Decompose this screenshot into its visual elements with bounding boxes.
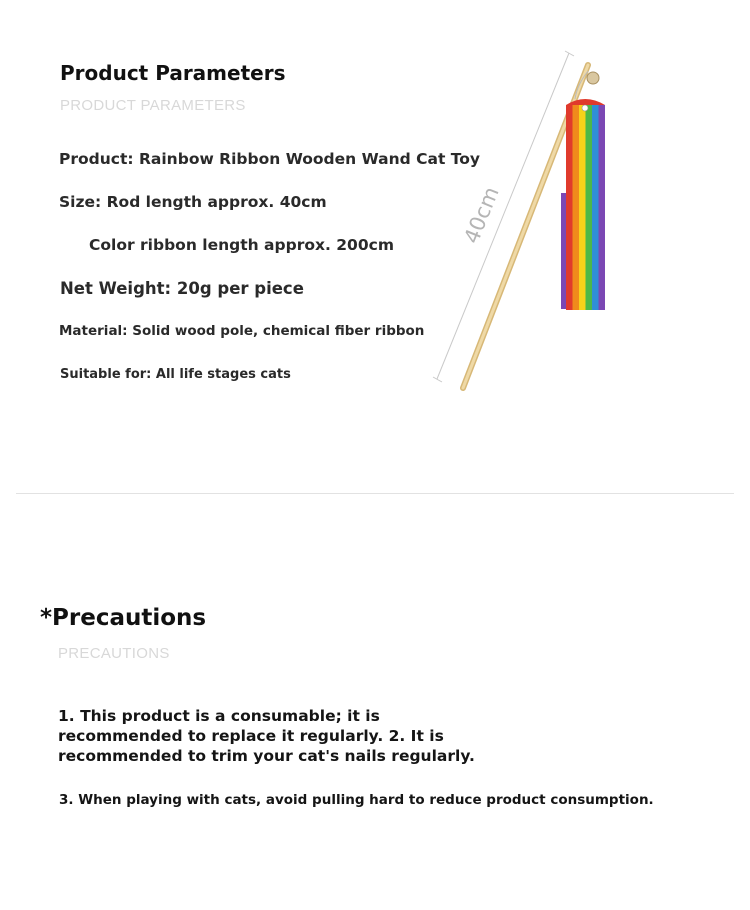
precaution-item-1 — [58, 706, 475, 766]
section-divider — [16, 493, 734, 494]
precautions-subtitle: PRECAUTIONS — [58, 645, 170, 662]
spec-suitable: Suitable for: All life stages cats — [60, 367, 291, 382]
precaution-item-1-line-1: 1. This product is a consumable; it is — [58, 707, 380, 725]
spec-ribbon-length: Color ribbon length approx. 200cm — [89, 236, 394, 254]
spec-size: Size: Rod length approx. 40cm — [59, 193, 327, 211]
spec-material: Material: Solid wood pole, chemical fiber ribbon — [59, 323, 425, 339]
dimension-label: 40cm — [459, 183, 504, 247]
params-title: Product Parameters — [60, 61, 286, 85]
spec-product: Product: Rainbow Ribbon Wooden Wand Cat Toy — [59, 150, 481, 168]
precaution-item-1-line-3: recommended to trim your cat's nails regularly. — [58, 747, 475, 765]
precaution-item-3: 3. When playing with cats, avoid pulling hard to reduce product consumption. — [59, 792, 654, 808]
product-illustration — [425, 45, 625, 405]
precaution-item-1-line-2: recommended to replace it regularly. 2. It is — [58, 727, 444, 745]
rainbow-ribbon — [561, 99, 605, 310]
precautions-title: *Precautions — [40, 605, 207, 631]
dimension-line — [433, 51, 574, 382]
params-subtitle: PRODUCT PARAMETERS — [60, 97, 246, 114]
spec-weight: Net Weight: 20g per piece — [60, 279, 304, 298]
bell-icon — [587, 72, 599, 84]
